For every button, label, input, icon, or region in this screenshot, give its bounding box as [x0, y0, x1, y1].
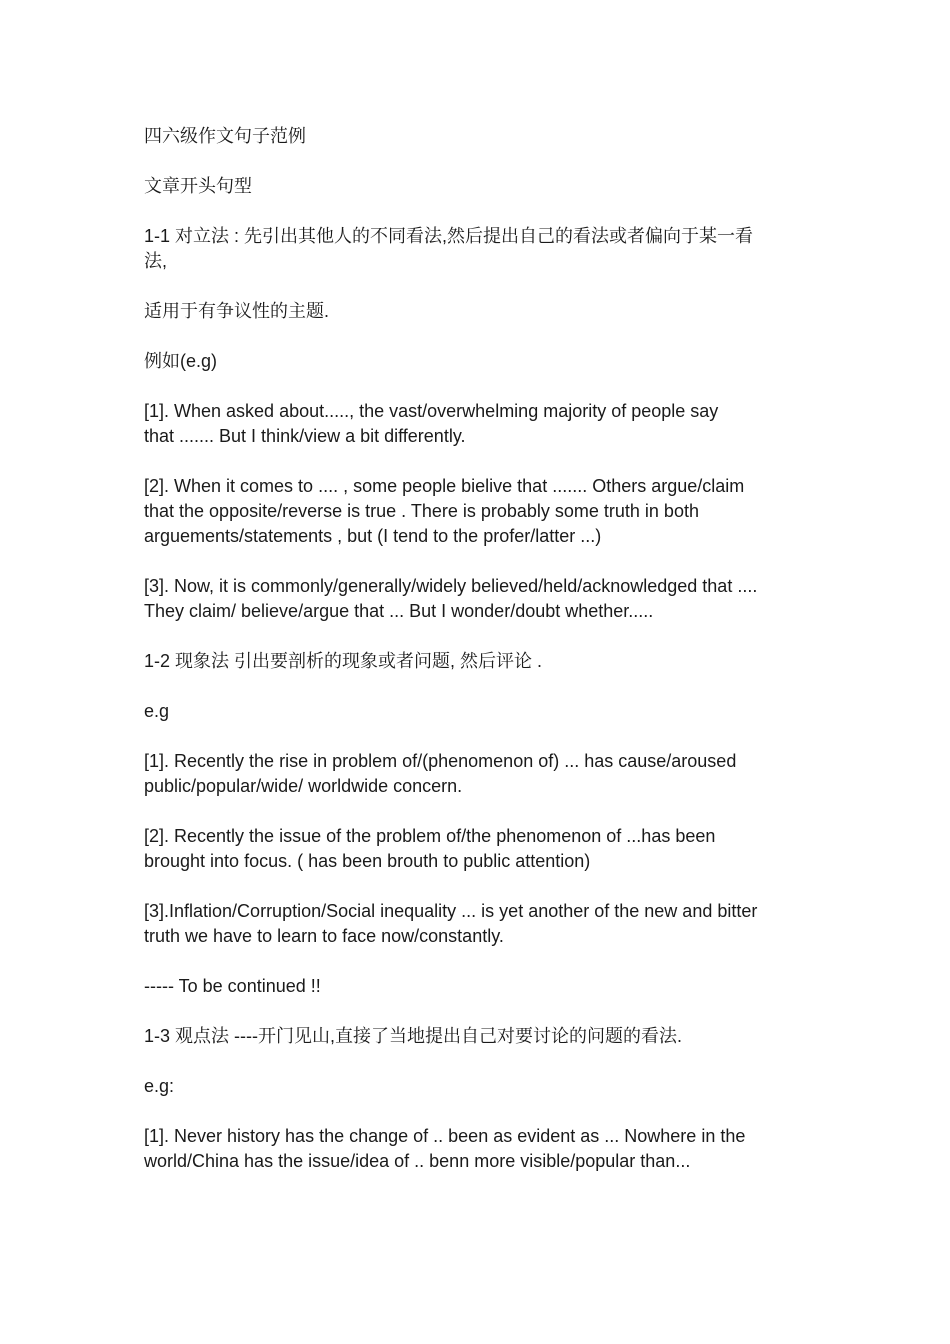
paragraph [144, 749, 804, 799]
paragraph [144, 649, 804, 674]
paragraph-line: [1]. When asked about....., the vast/overwhelming majority of people say [144, 401, 719, 421]
document-page [144, 124, 804, 1199]
paragraph-line: that ....... But I think/view a bit differently. [144, 426, 466, 446]
section-heading: 文章开头句型 [144, 176, 252, 196]
paragraph-line: public/popular/wide/ worldwide concern. [144, 776, 463, 796]
paragraph-line: [1]. Recently the rise in problem of/(phenomenon of) ... has cause/aroused [144, 751, 737, 771]
paragraph-line: that the opposite/reverse is true . There is probably some truth in both [144, 501, 699, 521]
paragraph [144, 399, 804, 449]
paragraph-line: brought into focus. ( has been brouth to public attention) [144, 851, 591, 871]
paragraph [144, 299, 804, 324]
paragraph-line: e.g [144, 701, 170, 721]
document-title: 四六级作文句子范例 [144, 126, 306, 146]
paragraph [144, 1024, 804, 1049]
paragraph-line: [2]. When it comes to .... , some people bielive that ....... Others argue/claim [144, 476, 745, 496]
paragraph-line: world/China has the issue/idea of .. benn more visible/popular than... [144, 1151, 691, 1171]
paragraph-line: truth we have to learn to face now/constantly. [144, 926, 504, 946]
paragraph [144, 699, 804, 724]
paragraph-line: e.g: [144, 1076, 175, 1096]
paragraph-line: ----- To be continued !! [144, 976, 321, 996]
paragraph [144, 899, 804, 949]
paragraph [144, 974, 804, 999]
paragraph-line: They claim/ believe/argue that ... But I wonder/doubt whether..... [144, 601, 654, 621]
paragraph [144, 574, 804, 624]
paragraph [144, 474, 804, 549]
paragraph-line: [1]. Never history has the change of .. been as evident as ... Nowhere in the [144, 1126, 746, 1146]
paragraph-line: 1-2 现象法 引出要剖析的现象或者问题, 然后评论 . [144, 651, 543, 671]
document-body [144, 224, 804, 1174]
paragraph-line: [3].Inflation/Corruption/Social inequality ... is yet another of the new and bitter [144, 901, 758, 921]
paragraph [144, 824, 804, 874]
paragraph-line: 适用于有争议性的主题. [144, 301, 329, 321]
paragraph [144, 349, 804, 374]
paragraph-line: [2]. Recently the issue of the problem of/the phenomenon of ...has been [144, 826, 716, 846]
paragraph [144, 1074, 804, 1099]
paragraph [144, 1124, 804, 1174]
paragraph-line: [3]. Now, it is commonly/generally/widely believed/held/acknowledged that .... [144, 576, 758, 596]
paragraph-line: 例如(e.g) [144, 351, 218, 371]
paragraph-line: 法, [144, 251, 168, 271]
paragraph-line: 1-1 对立法 : 先引出其他人的不同看法,然后提出自己的看法或者偏向于某一看 [144, 226, 754, 246]
paragraph [144, 224, 804, 274]
paragraph-line: arguements/statements , but (I tend to the profer/latter ...) [144, 526, 602, 546]
paragraph-line: 1-3 观点法 ----开门见山,直接了当地提出自己对要讨论的问题的看法. [144, 1026, 682, 1046]
